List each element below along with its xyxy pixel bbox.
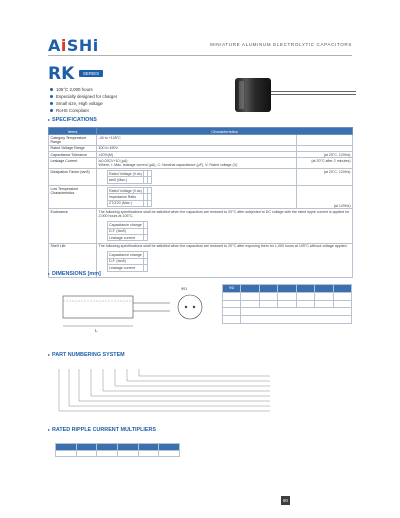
- table-header-row: ΦD: [223, 285, 352, 293]
- table-row: [49, 135, 353, 146]
- part-number-leader-lines: [55, 362, 345, 422]
- spec-item: Low Temperature Characteristics: [49, 185, 97, 208]
- spec-value: The following specifications shall be satisfied when the capacitors are restored to 20°C after exposing them for 1,000 hours at 105°C without voltage applied. Capacitance change D.F. (tanδ) Leakage current: [97, 243, 353, 277]
- series-code: RK: [48, 64, 75, 84]
- spec-note: (at 20°C, 120Hz): [297, 168, 353, 185]
- section-title-ripple: RATED RIPPLE CURRENT MULTIPLIERS: [48, 427, 156, 433]
- low-temperature-subtable: Rated Voltage (V.dc) Impedance Ratio ZT/Z20 (Max.): [107, 187, 153, 207]
- capacitor-lead-wire: [271, 91, 356, 92]
- document-title: MINIATURE ALUMINUM ELECTROLYTIC CAPACITORS: [209, 42, 352, 47]
- dimension-drawing: [55, 282, 210, 342]
- spec-value: [97, 168, 297, 185]
- spec-value: ±20%(M): [97, 151, 297, 157]
- table-row: [56, 450, 180, 457]
- spec-item: Dissipation Factor (tanδ): [49, 168, 97, 185]
- bullet-icon: [50, 109, 53, 112]
- spec-note: (at 20°C after 2 minutes): [297, 158, 353, 169]
- capacitor-top-view: [178, 295, 202, 319]
- table-row: [223, 316, 352, 324]
- section-marker-icon: [48, 354, 50, 356]
- feature-item: Especially designed for charger: [50, 93, 117, 100]
- section-marker-icon: [48, 429, 50, 431]
- section-marker-icon: [48, 119, 50, 121]
- spec-value: 400 to 450V: [97, 145, 297, 151]
- terminal-dot: [193, 306, 195, 308]
- series-badge: SERIES: [79, 70, 103, 77]
- logo-letter-a: A: [48, 36, 61, 55]
- logo-letters-rest: SHi: [66, 36, 99, 55]
- capacitor-photo: [235, 78, 271, 112]
- section-marker-icon: [48, 273, 50, 275]
- capacitor-body-outline: [63, 296, 133, 318]
- table-row: [49, 185, 353, 208]
- table-row: [49, 158, 353, 169]
- table-row: [49, 209, 353, 243]
- part-numbering-diagram: [55, 362, 345, 422]
- bullet-icon: [50, 95, 53, 98]
- capacitor-lead-wire: [271, 94, 356, 95]
- table-row: [49, 168, 353, 185]
- header-divider: [48, 55, 352, 56]
- table-row: [223, 308, 352, 316]
- shelf-life-subtable: Capacitance change D.F. (tanδ) Leakage current: [107, 251, 149, 271]
- spec-value: [97, 185, 297, 208]
- endurance-subtable: Capacitance change D.F. (tanδ) Leakage current: [107, 221, 149, 241]
- bullet-icon: [50, 102, 53, 105]
- specifications-table: [48, 127, 353, 278]
- table-row: [223, 300, 352, 308]
- diameter-label: ΦD: [181, 286, 188, 291]
- spec-note: (at 20°C, 120Hz): [297, 151, 353, 157]
- feature-item: 105°C 2,000 hours: [50, 86, 117, 93]
- terminal-dot: [185, 306, 187, 308]
- bullet-icon: [50, 88, 53, 91]
- section-title-specifications: SPECIFICATIONS: [48, 117, 97, 123]
- spec-value: -40 to +105°C: [97, 135, 297, 146]
- dissipation-factor-subtable: Rated Voltage (V.dc) tanδ (Max.): [107, 170, 153, 184]
- spec-item: Endurance: [49, 209, 97, 243]
- section-title-dimensions: DIMENSIONS [mm]: [48, 271, 101, 277]
- feature-item: RoHS Compliant: [50, 107, 117, 114]
- section-title-part-numbering: PART NUMBERING SYSTEM: [48, 352, 125, 358]
- company-logo: [48, 36, 99, 55]
- column-header: Items: [49, 128, 97, 135]
- spec-item: Capacitance Tolerance: [49, 151, 97, 157]
- column-header: Characteristics: [97, 128, 353, 135]
- spec-item: Category Temperature Range: [49, 135, 97, 146]
- logo-letter-i: i: [60, 36, 67, 55]
- table-header-row: [49, 128, 353, 135]
- feature-item: Small size, High voltage: [50, 100, 117, 107]
- spec-item: Leakage Current: [49, 158, 97, 169]
- length-label: L: [95, 328, 98, 333]
- page-number: 80: [281, 496, 290, 505]
- feature-list: [50, 86, 117, 114]
- dimensions-table: [222, 284, 352, 324]
- spec-item: Shelf Life: [49, 243, 97, 277]
- ripple-multiplier-table: [55, 443, 180, 457]
- spec-note: (at 120Hz): [297, 185, 353, 208]
- spec-value: I≤0.03CV+10 (μA) Where, I: Max. leakage current (μA), C: Nominal capacitance (μF), V: Rated voltage (V): [97, 158, 297, 169]
- table-row: [223, 292, 352, 300]
- spec-item: Rated Voltage Range: [49, 145, 97, 151]
- spec-note: [297, 135, 353, 146]
- spec-value: The following specifications shall be satisfied when the capacitors are restored to 20°C after subjected to DC voltage with the rated ripple current is applied for 2,000 hours at 105°C. Capacitance change D.F. (tanδ) Leakage current: [97, 209, 353, 243]
